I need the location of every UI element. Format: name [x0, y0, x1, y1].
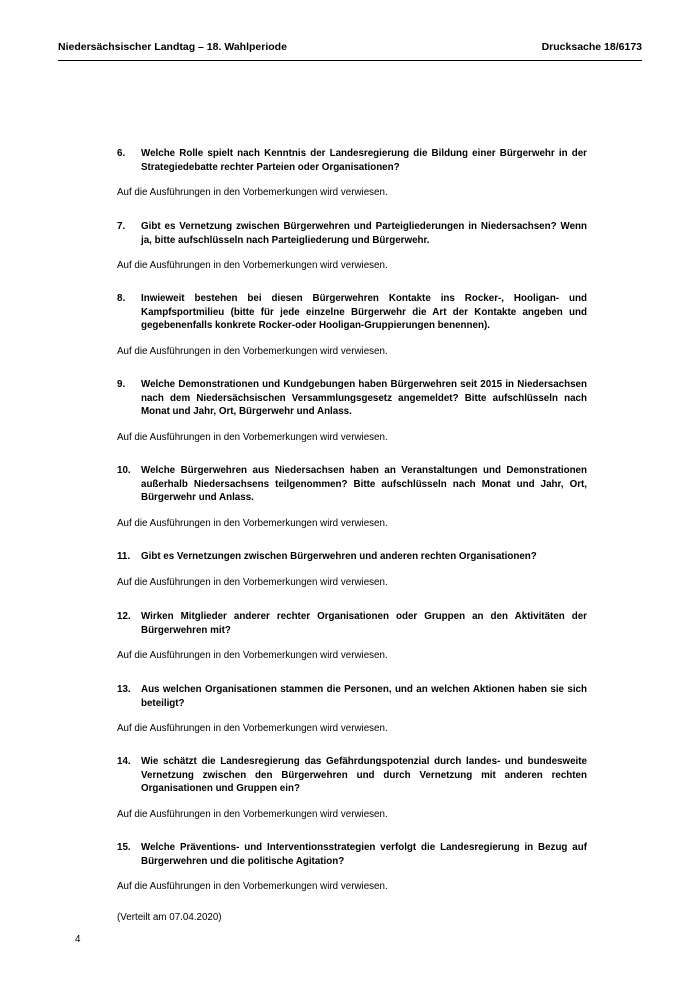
- question: [117, 550, 587, 564]
- answer-text: Auf die Ausführungen in den Vorbemerkungen wird verwiesen.: [117, 517, 388, 529]
- question: [117, 683, 587, 710]
- answer-text: Auf die Ausführungen in den Vorbemerkungen wird verwiesen.: [117, 431, 388, 443]
- distribution-date: (Verteilt am 07.04.2020): [117, 912, 222, 923]
- question-text: Aus welchen Organisationen stammen die Personen, und an welchen Aktionen haben sie sich beteiligt?: [141, 684, 587, 709]
- question: [117, 292, 587, 333]
- question-text: Welche Rolle spielt nach Kenntnis der Landesregierung die Bildung einer Bürgerwehr in der Strategiedebatte rechter Parteien oder Organisationen?: [141, 148, 587, 173]
- question-text: Welche Präventions- und Interventionsstrategien verfolgt die Landesregierung in Bezug auf Bürgerwehren und die politische Agitation?: [141, 842, 587, 867]
- qa-item: [117, 378, 587, 444]
- question-number: 15.: [117, 842, 131, 853]
- question: [117, 755, 587, 796]
- answer-text: Auf die Ausführungen in den Vorbemerkungen wird verwiesen.: [117, 881, 388, 892]
- question: [117, 220, 587, 247]
- question-text: Welche Demonstrationen und Kundgebungen haben Bürgerwehren seit 2015 in Niedersachsen nach dem Niedersächsischen Versammlungsgesetz angemeldet? Bitte aufschlüsseln nach Monat und Jahr, Ort, Bürgerwehr und Anlass.: [141, 379, 587, 417]
- question-number: 6.: [117, 148, 126, 159]
- answer-text: Auf die Ausführungen in den Vorbemerkungen wird verwiesen.: [117, 808, 388, 820]
- question-number: 10.: [117, 465, 131, 476]
- qa-item: [117, 292, 587, 358]
- answer-text: Auf die Ausführungen in den Vorbemerkungen wird verwiesen.: [117, 576, 388, 588]
- question: [117, 610, 587, 637]
- question-number: 8.: [117, 293, 126, 304]
- header-document-number: Drucksache 18/6173: [541, 41, 642, 53]
- qa-item: [117, 147, 587, 200]
- answer-text: Auf die Ausführungen in den Vorbemerkungen wird verwiesen.: [117, 345, 388, 357]
- question-text: Welche Bürgerwehren aus Niedersachsen haben an Veranstaltungen und Demonstrationen außerhalb Niedersachsens teilgenommen? Bitte aufschlüsseln nach Monat und Jahr, Ort, Bürgerwehr und Anlass.: [141, 465, 587, 503]
- question-number: 14.: [117, 756, 131, 767]
- question: [117, 378, 587, 419]
- qa-item: [117, 610, 587, 663]
- question-text: Wirken Mitglieder anderer rechter Organisationen oder Gruppen an den Aktivitäten der Bürgerwehren mit?: [141, 611, 587, 636]
- header-divider: [58, 60, 642, 61]
- question-text: Wie schätzt die Landesregierung das Gefährdungspotenzial durch landes- und bundesweite Vernetzung zwischen den Bürgerwehren und durch Vernetzung mit anderen rechten Organisationen und Gruppen ein?: [141, 756, 587, 794]
- question-number: 7.: [117, 221, 126, 232]
- question: [117, 841, 587, 868]
- page-header: [58, 40, 642, 54]
- question-number: 12.: [117, 611, 131, 622]
- qa-item: [117, 464, 587, 530]
- answer-text: Auf die Ausführungen in den Vorbemerkungen wird verwiesen.: [117, 187, 388, 198]
- header-parliament: Niedersächsischer Landtag – 18. Wahlperiode: [58, 41, 287, 53]
- question-number: 13.: [117, 684, 131, 695]
- qa-item: [117, 755, 587, 821]
- qa-item: [117, 683, 587, 736]
- qa-item: [117, 550, 587, 589]
- question-text: Gibt es Vernetzung zwischen Bürgerwehren und Parteigliederungen in Niedersachsen? Wenn ja, bitte aufschlüsseln nach Parteigliederung und Bürgerwehr.: [141, 221, 587, 246]
- question-number: 9.: [117, 379, 126, 390]
- page-number: 4: [75, 934, 81, 945]
- question: [117, 464, 587, 505]
- question-number: 11.: [117, 551, 131, 562]
- qa-item: [117, 841, 587, 894]
- answer-text: Auf die Ausführungen in den Vorbemerkungen wird verwiesen.: [117, 650, 388, 661]
- answer-text: Auf die Ausführungen in den Vorbemerkungen wird verwiesen.: [117, 260, 388, 271]
- qa-item: [117, 220, 587, 273]
- answer-text: Auf die Ausführungen in den Vorbemerkungen wird verwiesen.: [117, 723, 388, 734]
- question: [117, 147, 587, 174]
- question-text: Gibt es Vernetzungen zwischen Bürgerwehren und anderen rechten Organisationen?: [141, 551, 537, 562]
- question-text: Inwieweit bestehen bei diesen Bürgerwehren Kontakte ins Rocker-, Hooligan- und Kampfsportmilieu (bitte für jede einzelne Bürgerwehr die Art der Kontakte angeben und gegebenenfalls konkrete Rocker-oder Hooligan-Gruppierungen benennen).: [141, 293, 587, 331]
